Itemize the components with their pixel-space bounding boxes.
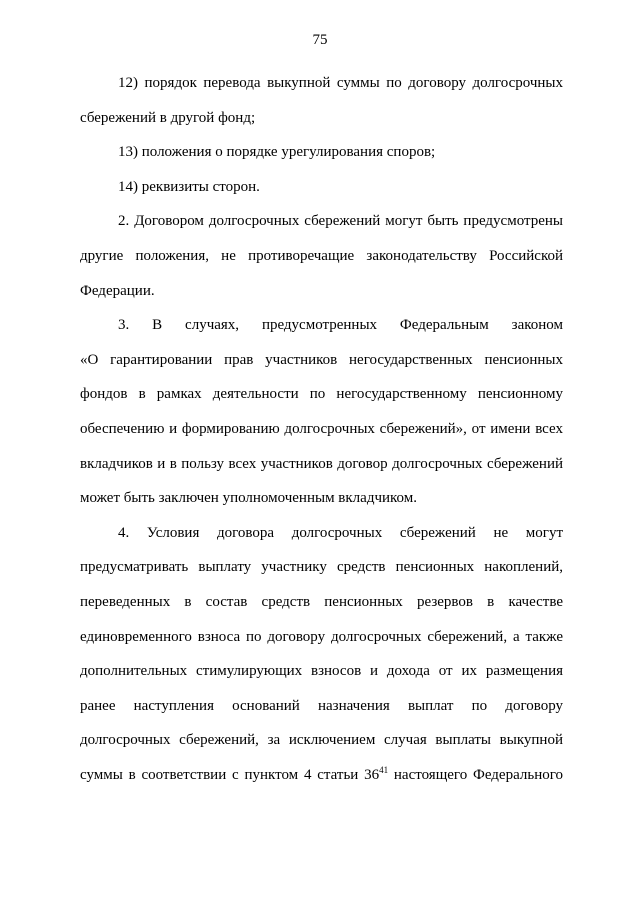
text-line: предусматривать выплату участнику средств пенсионных накоплений,	[80, 559, 563, 576]
superscript-article-number: 41	[379, 764, 389, 775]
text-line: 14) реквизиты сторон.	[118, 178, 260, 195]
text-line: другие положения, не противоречащие законодательству Российской	[80, 247, 563, 264]
text-line: 2. Договором долгосрочных сбережений могут быть предусмотрены	[118, 213, 563, 230]
text-line: 12) порядок перевода выкупной суммы по договору долгосрочных	[118, 75, 563, 91]
text-line: переведенных в состав средств пенсионных резервов в качестве	[80, 593, 563, 610]
text-line: может быть заключен уполномоченным вкладчиком.	[80, 490, 418, 507]
document-body	[80, 66, 563, 792]
text-fragment: суммы в соответствии с пунктом 4 статьи 36	[80, 766, 380, 783]
text-line: вкладчиков и в пользу всех участников договор долгосрочных сбережений	[80, 455, 563, 472]
text-line: 13) положения о порядке урегулирования споров;	[118, 144, 436, 161]
text-line-last	[80, 758, 563, 793]
text-line: 3. В случаях, предусмотренных Федеральным законом	[118, 317, 563, 334]
text-fragment: настоящего Федерального	[388, 766, 563, 783]
text-line: долгосрочных сбережений, за исключением случая выплаты выкупной	[80, 732, 563, 749]
text-line: ранее наступления оснований назначения выплат по договору	[80, 697, 563, 714]
text-line: фондов в рамках деятельности по негосударственному пенсионному	[80, 386, 563, 403]
text-line: единовременного взноса по договору долгосрочных сбережений, а также	[80, 628, 563, 645]
text-line: дополнительных стимулирующих взносов и дохода от их размещения	[80, 663, 563, 680]
text-line: 4. Условия договора долгосрочных сбережений не могут	[118, 524, 563, 541]
text-line: обеспечению и формированию долгосрочных сбережений», от имени всех	[80, 420, 563, 437]
page-number: 75	[312, 32, 328, 48]
text-line: «О гарантировании прав участников негосударственных пенсионных	[80, 351, 563, 368]
text-line: Федерации.	[80, 282, 155, 299]
text-line: сбережений в другой фонд;	[80, 109, 256, 126]
